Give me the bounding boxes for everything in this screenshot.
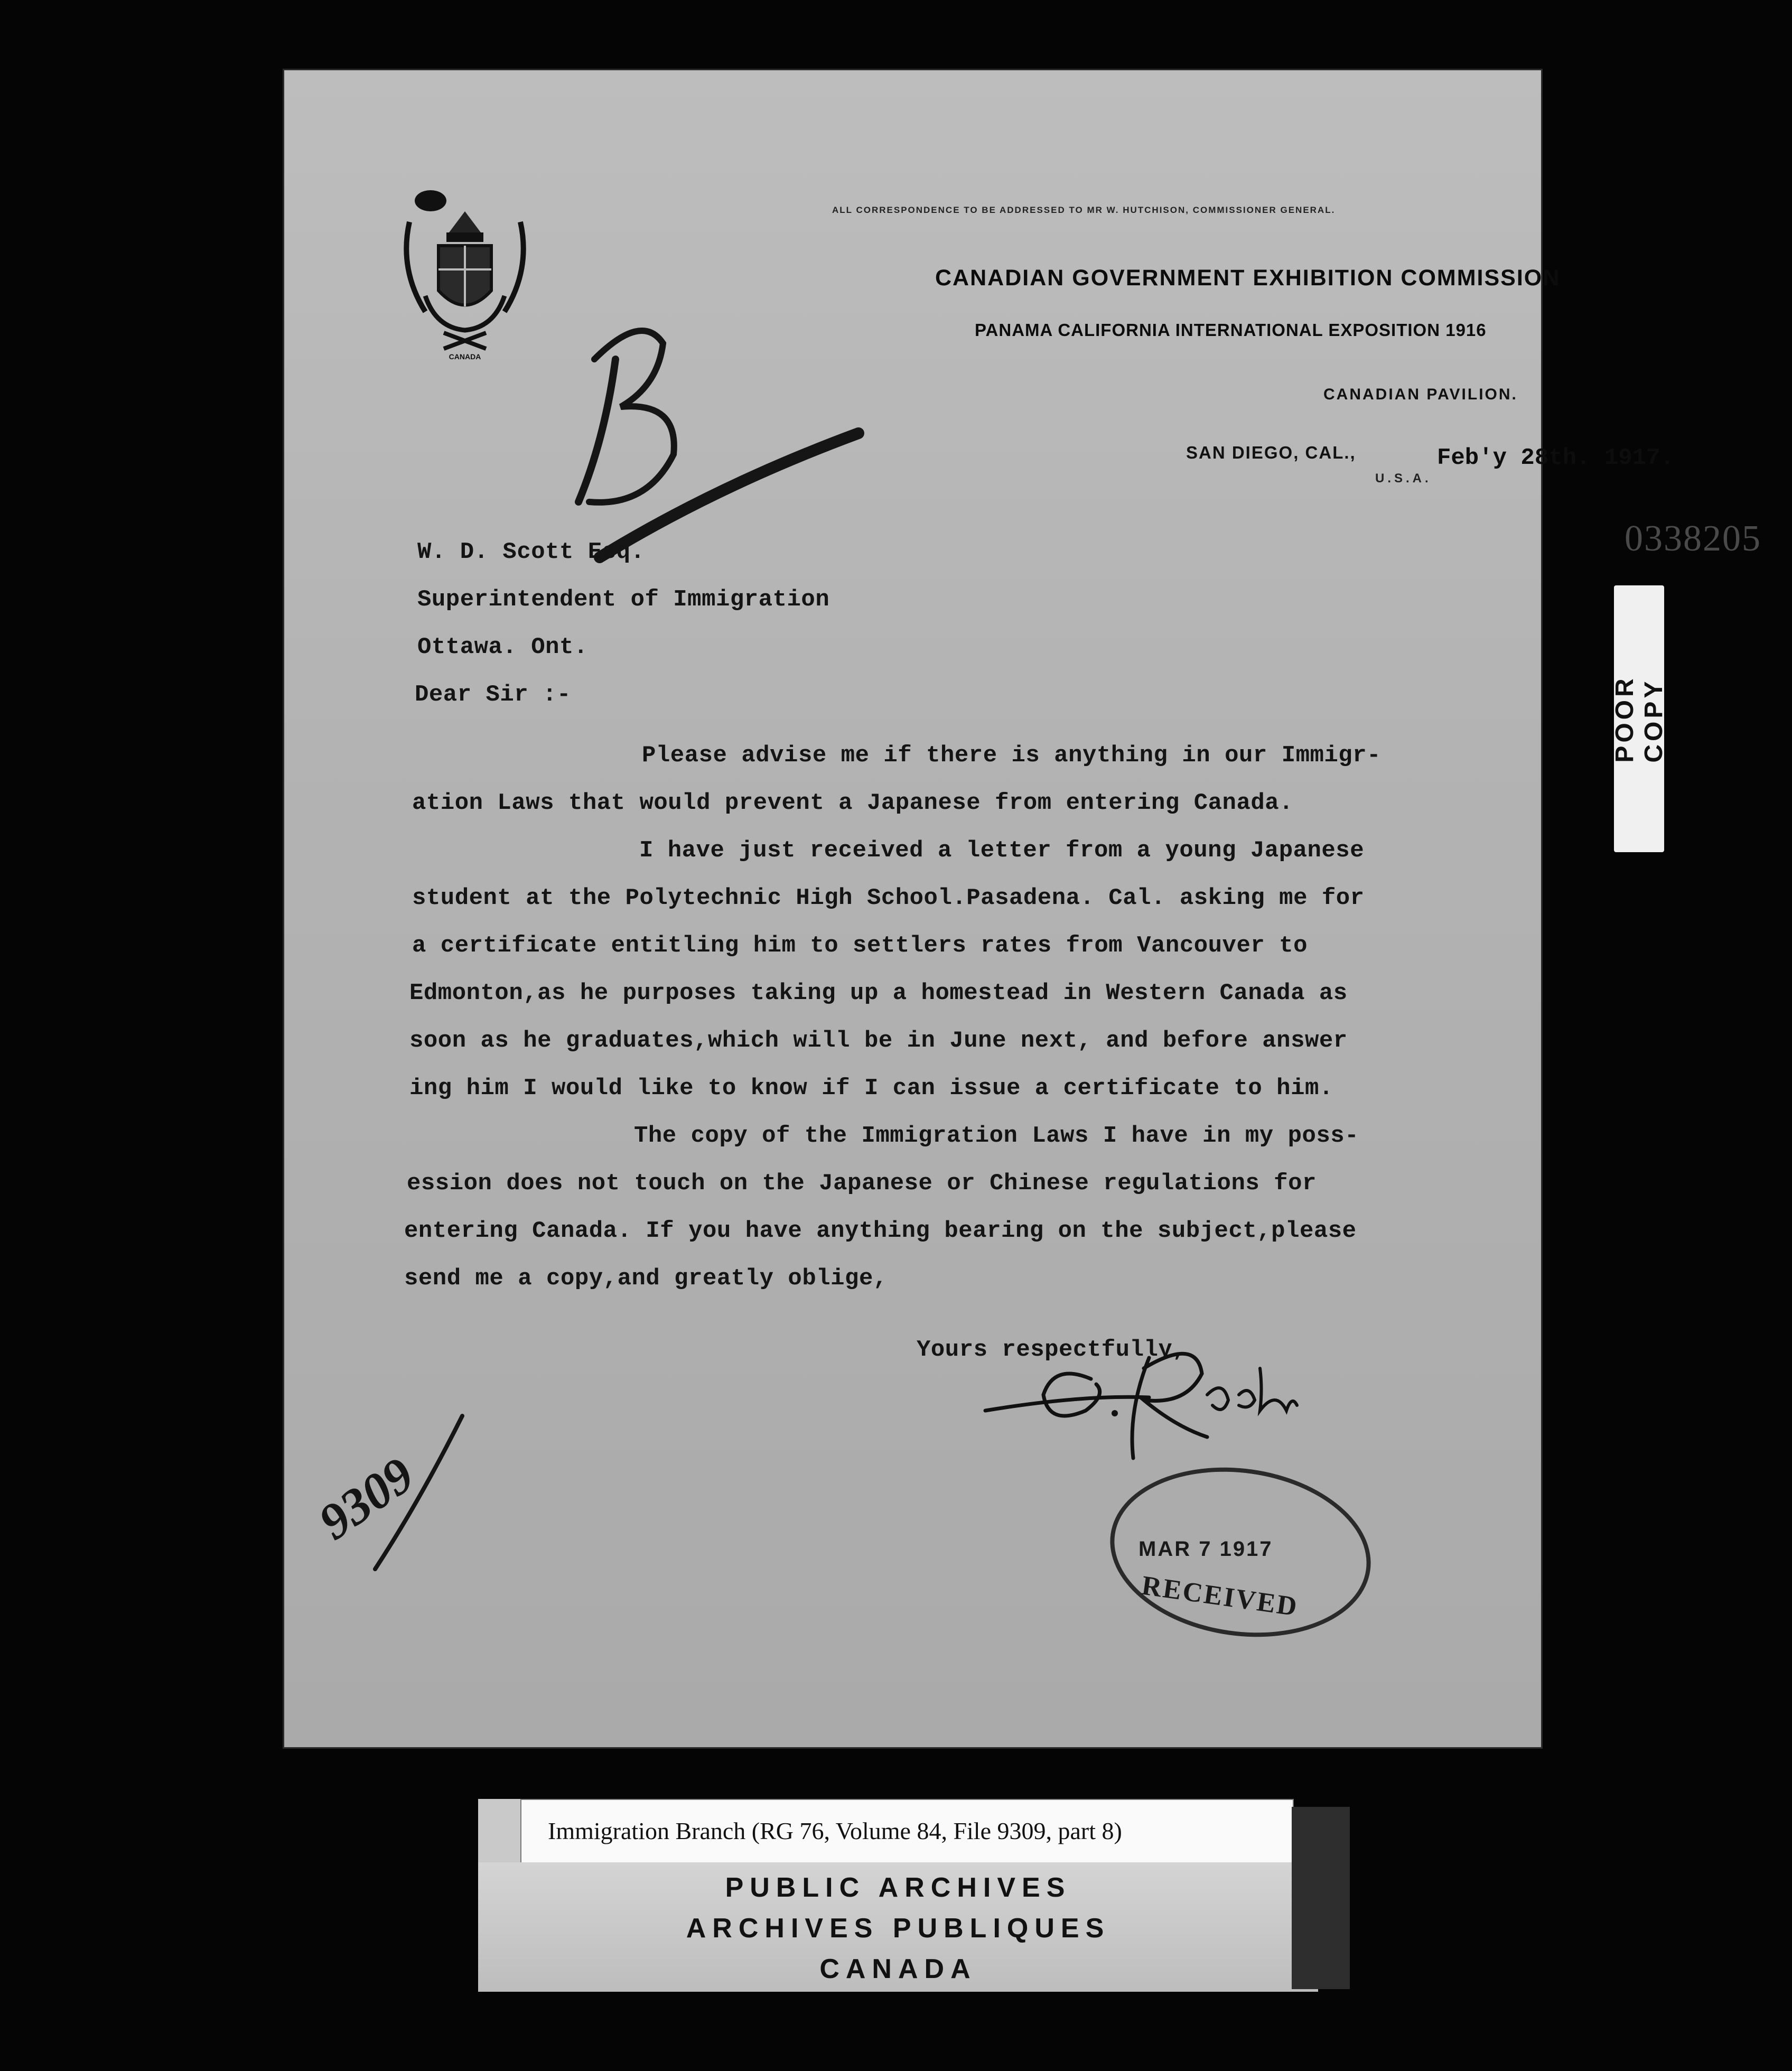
body-line: The copy of the Immigration Laws I have in my poss- xyxy=(634,1123,1359,1149)
body-line: ation Laws that would prevent a Japanese from entering Canada. xyxy=(412,790,1294,816)
body-line: Edmonton,as he purposes taking up a homestead in Western Canada as xyxy=(409,980,1348,1006)
salutation: Dear Sir :- xyxy=(415,682,571,708)
letterhead-city: SAN DIEGO, CAL., xyxy=(1186,443,1356,462)
archives-line-english: PUBLIC ARCHIVES xyxy=(725,1872,1071,1903)
archives-line-french: ARCHIVES PUBLIQUES xyxy=(686,1913,1110,1944)
letterhead-pavilion: CANADIAN PAVILION. xyxy=(1323,386,1518,403)
body-line: a certificate entitling him to settlers rates from Vancouver to xyxy=(412,932,1308,959)
recipient-location: Ottawa. Ont. xyxy=(417,634,588,660)
body-line: send me a copy,and greatly oblige, xyxy=(404,1265,888,1292)
body-line: Please advise me if there is anything in our Immigr- xyxy=(642,742,1382,769)
handwritten-b-mark xyxy=(557,280,885,576)
poor-copy-label: POOR COPY xyxy=(1610,675,1668,763)
body-line: entering Canada. If you have anything bearing on the subject,please xyxy=(404,1218,1357,1244)
archive-reference-label xyxy=(520,1799,1294,1864)
body-line: soon as he graduates,which will be in June next, and before answer xyxy=(409,1028,1348,1054)
body-line: student at the Polytechnic High School.Pasadena. Cal. asking me for xyxy=(412,885,1365,911)
body-line: I have just received a letter from a young Japanese xyxy=(639,837,1365,864)
recipient-title: Superintendent of Immigration xyxy=(417,586,830,613)
archive-reference-text: Immigration Branch (RG 76, Volume 84, File 9309, part 8) xyxy=(548,1817,1122,1844)
received-stamp-date: MAR 7 1917 xyxy=(1138,1537,1273,1561)
file-number-stamp: 0338205 xyxy=(1625,518,1761,559)
svg-text:CANADA: CANADA xyxy=(449,352,481,361)
svg-text:9309: 9309 xyxy=(308,1445,424,1551)
letterhead-title: CANADIAN GOVERNMENT EXHIBITION COMMISSION xyxy=(935,265,1561,291)
signature-g-roche xyxy=(975,1305,1302,1463)
archive-card-right-edge xyxy=(1292,1807,1350,1989)
letter-date: Feb'y 28th. 1917. xyxy=(1437,445,1674,471)
letterhead-country: U.S.A. xyxy=(1375,471,1432,486)
archives-stamp xyxy=(478,1862,1318,1992)
correspondence-note: ALL CORRESPONDENCE TO BE ADDRESSED TO MR W. HUTCHISON, COMMISSIONER GENERAL. xyxy=(832,205,1336,215)
closing: Yours respectfully, xyxy=(917,1337,1187,1363)
archives-line-country: CANADA xyxy=(819,1954,977,1984)
body-line: ession does not touch on the Japanese or Chinese regulations for xyxy=(407,1170,1317,1197)
recipient-name: W. D. Scott Esq. xyxy=(417,539,645,565)
poor-copy-tag xyxy=(1610,585,1668,852)
crest-icon xyxy=(394,190,536,365)
body-line: ing him I would like to know if I can issue a certificate to him. xyxy=(409,1075,1333,1102)
received-stamp-label: RECEIVED xyxy=(1140,1570,1301,1622)
margin-note-9309 xyxy=(308,1405,473,1580)
letterhead-subtitle: PANAMA CALIFORNIA INTERNATIONAL EXPOSITION 1916 xyxy=(975,320,1487,340)
